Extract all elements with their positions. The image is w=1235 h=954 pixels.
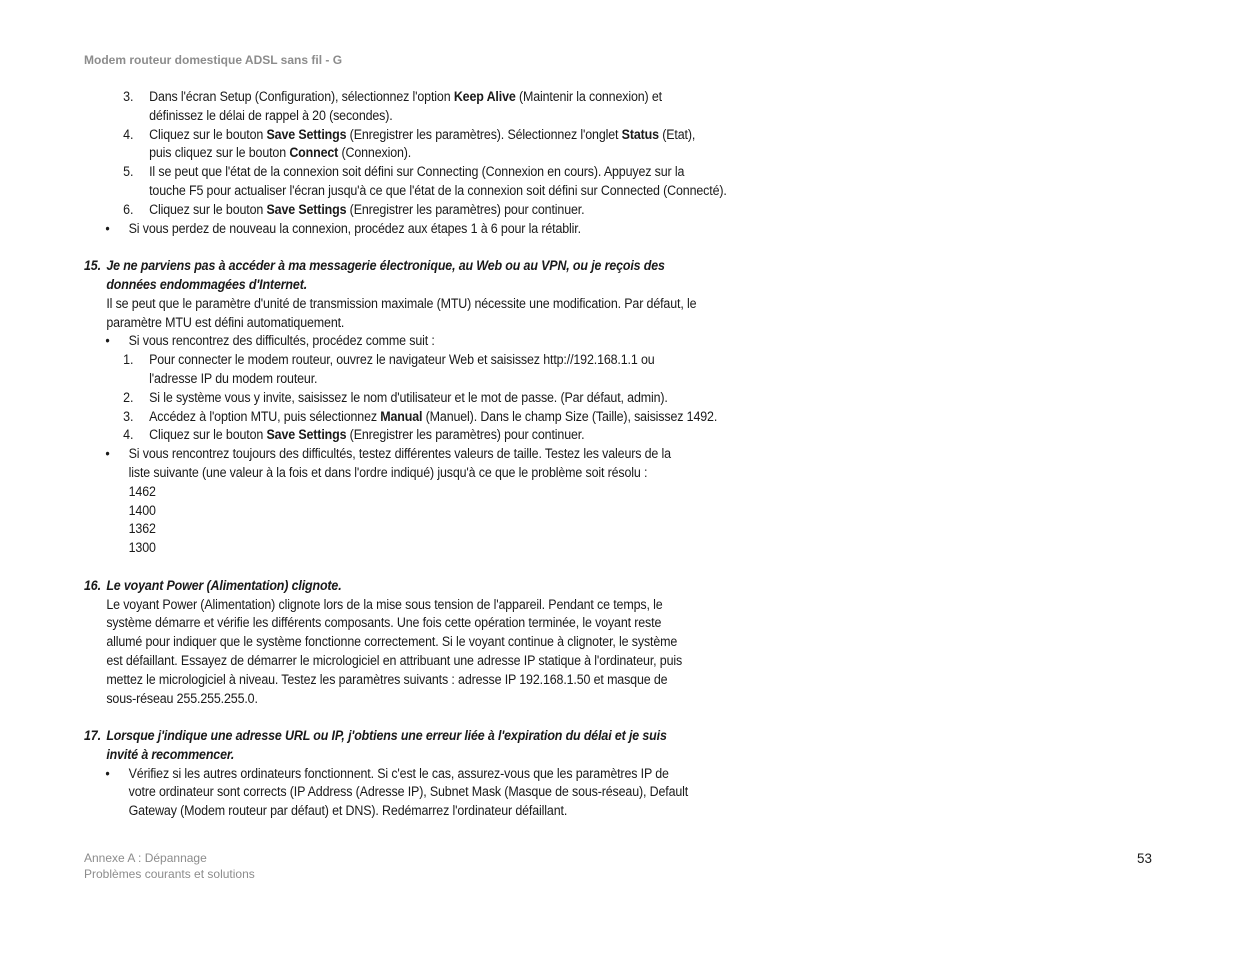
text-run: définissez le délai de rappel à 20 (secondes).: [149, 107, 393, 123]
text-run: (Enregistrer les paramètres) pour continuer.: [346, 427, 585, 443]
text-run: (Enregistrer les paramètres) pour continuer.: [346, 201, 585, 217]
text-run: touche F5 pour actualiser l'écran jusqu'à ce que l'état de la connexion soit défini sur Connected (Connecté).: [149, 182, 727, 198]
page-content: [84, 88, 726, 821]
bullet-glyph: •: [105, 765, 110, 781]
faq-item-17: [84, 727, 726, 821]
step-text: [149, 182, 727, 201]
text-run: l'adresse IP du modem routeur.: [149, 370, 318, 386]
bullet-item: • Vérifiez si les autres ordinateurs fonctionnent. Si c'est le cas, assurez-vous que les paramètres IP de: [84, 765, 726, 784]
bullet-item: • Si vous rencontrez toujours des difficultés, testez différentes valeurs de taille. Testez les valeurs de la: [84, 445, 726, 464]
step-line: [84, 144, 726, 163]
text-run: (Connexion).: [338, 145, 412, 161]
mtu-value: 1300: [128, 540, 156, 556]
step-list-continued: [84, 88, 726, 220]
step-text: [149, 126, 695, 145]
text-run: Pour connecter le modem routeur, ouvrez le navigateur Web et saisissez http://192.168.1.1 ou: [149, 352, 655, 368]
bold-term: Status: [621, 126, 659, 142]
text-run: Accédez à l'option MTU, puis sélectionnez: [149, 408, 381, 424]
bold-term: Save Settings: [266, 427, 347, 443]
bullet-glyph: •: [105, 220, 110, 236]
text-run: Si le système vous y invite, saisissez le nom d'utilisateur et le mot de passe. (Par défaut, admin).: [149, 389, 668, 405]
step-line: [84, 107, 726, 126]
answer-text: allumé pour indiquer que le système fonctionne correctement. Si le voyant continue à clignoter, le système: [106, 634, 678, 650]
text-run: Cliquez sur le bouton: [149, 427, 267, 443]
step-text: [149, 88, 662, 107]
bullet-item: votre ordinateur sont corrects (IP Address (Adresse IP), Subnet Mask (Masque de sous-réseau), Default: [128, 784, 689, 800]
answer-text: système démarre et vérifie les différents composants. Une fois cette opération terminée, le voyant reste: [106, 615, 662, 631]
running-header: Modem routeur domestique ADSL sans fil - G: [84, 53, 343, 67]
bold-term: Connect: [289, 145, 339, 161]
answer-text: est défaillant. Essayez de démarrer le micrologiciel en attribuant une adresse IP statique à l'ordinateur, puis: [106, 652, 683, 668]
step-text: [149, 144, 411, 163]
mtu-value: 1400: [128, 502, 156, 518]
text-run: (Enregistrer les paramètres). Sélectionnez l'onglet: [346, 126, 622, 142]
text-run: (Etat),: [658, 126, 696, 142]
bullet-item: • Si vous perdez de nouveau la connexion, procédez aux étapes 1 à 6 pour la rétablir.: [84, 220, 726, 239]
bold-term: Keep Alive: [453, 89, 516, 104]
text-run: Dans l'écran Setup (Configuration), sélectionnez l'option: [149, 89, 454, 104]
step-line: 2. Si le système vous y invite, saisissez le nom d'utilisateur et le mot de passe. (Par défaut, admin).: [123, 389, 668, 405]
bold-term: Save Settings: [266, 126, 347, 142]
step-line: [84, 370, 726, 389]
bullet-item: • Si vous rencontrez des difficultés, procédez comme suit :: [84, 332, 726, 351]
text-run: Il se peut que l'état de la connexion soit défini sur Connecting (Connexion en cours). Appuyez sur la: [149, 164, 685, 180]
step-line: [84, 182, 726, 201]
mtu-value: 1462: [128, 483, 156, 499]
step-line: 5. Il se peut que l'état de la connexion soit défini sur Connecting (Connexion en cours). Appuyez sur la: [84, 163, 726, 182]
text-run: (Maintenir la connexion) et: [515, 89, 662, 104]
answer-text: Il se peut que le paramètre d'unité de transmission maximale (MTU) nécessite une modification. Par défaut, le: [106, 295, 697, 311]
question-heading: données endommagées d'Internet.: [106, 276, 308, 292]
step-text: [149, 163, 684, 182]
bullet-item: Gateway (Modem routeur par défaut) et DNS). Redémarrez l'ordinateur défaillant.: [128, 803, 568, 819]
answer-text: sous-réseau 255.255.255.0.: [106, 690, 258, 706]
bullet-glyph: •: [105, 333, 110, 349]
text-run: (Manuel). Dans le champ Size (Taille), saisissez 1492.: [422, 408, 718, 424]
text-run: Cliquez sur le bouton: [149, 201, 267, 217]
text-run: puis cliquez sur le bouton: [149, 145, 290, 161]
step-line: 4. Cliquez sur le bouton Save Settings (Enregistrer les paramètres). Sélectionnez l'onglet Status (Etat),: [84, 126, 726, 145]
bold-term: Manual: [380, 408, 423, 424]
bold-term: Save Settings: [266, 201, 347, 217]
step-text: [149, 201, 584, 220]
step-line: 3. Dans l'écran Setup (Configuration), sélectionnez l'option Keep Alive (Maintenir la connexion) et: [84, 88, 726, 107]
running-footer: [84, 850, 255, 882]
bullet-item: liste suivante (une valeur à la fois et dans l'ordre indiqué) jusqu'à ce que le problème soit résolu :: [128, 464, 648, 480]
answer-text: paramètre MTU est défini automatiquement.: [106, 314, 345, 330]
page-number: 53: [1137, 851, 1152, 866]
faq-item-15: [84, 257, 726, 558]
question-heading: 15. Je ne parviens pas à accéder à ma messagerie électronique, au Web ou au VPN, ou je reçois des: [84, 258, 665, 274]
bullet-glyph: •: [105, 446, 110, 462]
footer-chapter: Annexe A : Dépannage: [84, 851, 207, 865]
step-line: 6. Cliquez sur le bouton Save Settings (Enregistrer les paramètres) pour continuer.: [84, 201, 726, 220]
answer-text: Le voyant Power (Alimentation) clignote lors de la mise sous tension de l'appareil. Pendant ce temps, le: [106, 596, 663, 612]
question-heading: invité à recommencer.: [106, 746, 235, 762]
question-heading: 17. Lorsque j'indique une adresse URL ou IP, j'obtiens une erreur liée à l'expiration du délai et je suis: [84, 728, 667, 744]
footer-section: Problèmes courants et solutions: [84, 867, 255, 881]
faq-item-16: [84, 577, 726, 709]
step-line: 4. Cliquez sur le bouton Save Settings (Enregistrer les paramètres) pour continuer.: [123, 427, 585, 443]
answer-text: mettez le micrologiciel à niveau. Testez les paramètres suivants : adresse IP 192.168.1.50 et masque de: [106, 671, 668, 687]
step-line: 1. Pour connecter le modem routeur, ouvrez le navigateur Web et saisissez http://192.168.1.1 ou: [123, 352, 655, 368]
text-run: Cliquez sur le bouton: [149, 126, 267, 142]
question-heading: 16. Le voyant Power (Alimentation) clignote.: [84, 577, 342, 593]
step-text: [149, 107, 393, 126]
mtu-value: 1362: [128, 521, 156, 537]
step-line: 3. Accédez à l'option MTU, puis sélectionnez Manual (Manuel). Dans le champ Size (Taille), saisissez 1492.: [123, 408, 718, 424]
